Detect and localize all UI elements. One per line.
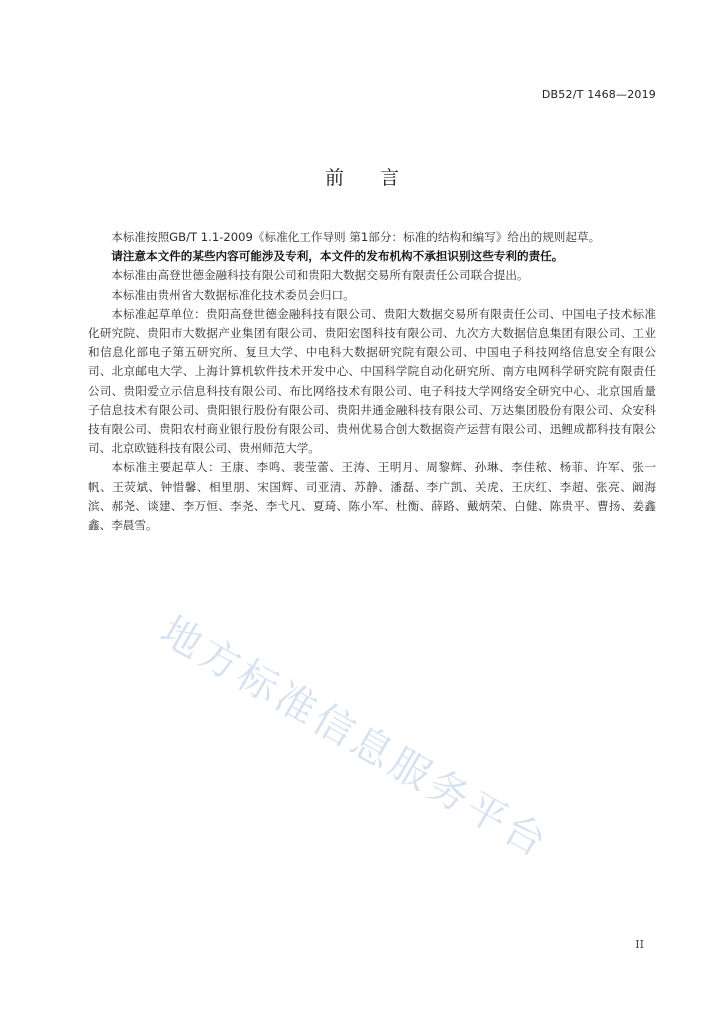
- paragraph-committee: 本标准由贵州省大数据标准化技术委员会归口。: [111, 287, 355, 302]
- paragraph-drafting-rules: 本标准按照GB/T 1.1-2009《标准化工作导则 第1部分：标准的结构和编写》给出的规则起草。: [111, 230, 601, 244]
- foreword-body: [88, 228, 656, 535]
- section-title: 前言: [324, 167, 435, 189]
- paragraph-proposer: 本标准由高登世德金融科技有限公司和贵阳大数据交易所有限责任公司联合提出。: [111, 268, 529, 283]
- paragraph-patent-notice: 请注意本文件的某些内容可能涉及专利，本文件的发布机构不承担识别这些专利的责任。: [111, 249, 564, 264]
- paragraph-drafters: 本标准主要起草人：王康、李鸣、裴莹蕾、王涛、王明月、周黎辉、孙琳、李佳秾、杨菲、许军、张一帆、王荧斌、钟惜馨、相里朋、宋国辉、司亚清、苏静、潘磊、李广凯、关虎、王庆红、李超、张亮、阚海滨、郝尧、谈建、李万恒、李尧、李弋凡、夏琦、陈小军、杜衡、薛路、戴炳荣、白健、陈贵平、曹扬、姜鑫鑫、李晨雪。: [88, 460, 656, 533]
- paragraph-drafting-units: 本标准起草单位：贵阳高登世德金融科技有限公司、贵阳大数据交易所有限责任公司、中国电子技术标准化研究院、贵阳市大数据产业集团有限公司、贵阳宏图科技有限公司、九次方大数据信息集团有限公司、工业和信息化部电子第五研究所、复旦大学、中电科大数据研究院有限公司、中国电子科技网络信息安全有限公司、北京邮电大学、上海计算机软件技术开发中心、中国科学院自动化研究所、南方电网科学研究院有限责任公司、贵阳爱立示信息科技有限公司、布比网络技术有限公司、电子科技大学网络安全研究中心、北京国盾量子信息技术有限公司、贵阳银行股份有限公司、贵阳井通金融科技有限公司、万达集团股份有限公司、众安科技有限公司、贵阳农村商业银行股份有限公司、贵州优易合创大数据资产运营有限公司、迅鲤成都科技有限公司、北京欧链科技有限公司、贵州师范大学。: [88, 306, 656, 456]
- watermark-text: 地方标准信息服务平台: [152, 607, 557, 868]
- document-code: DB52/T 1468—2019: [541, 88, 656, 101]
- page-number: II: [635, 938, 644, 951]
